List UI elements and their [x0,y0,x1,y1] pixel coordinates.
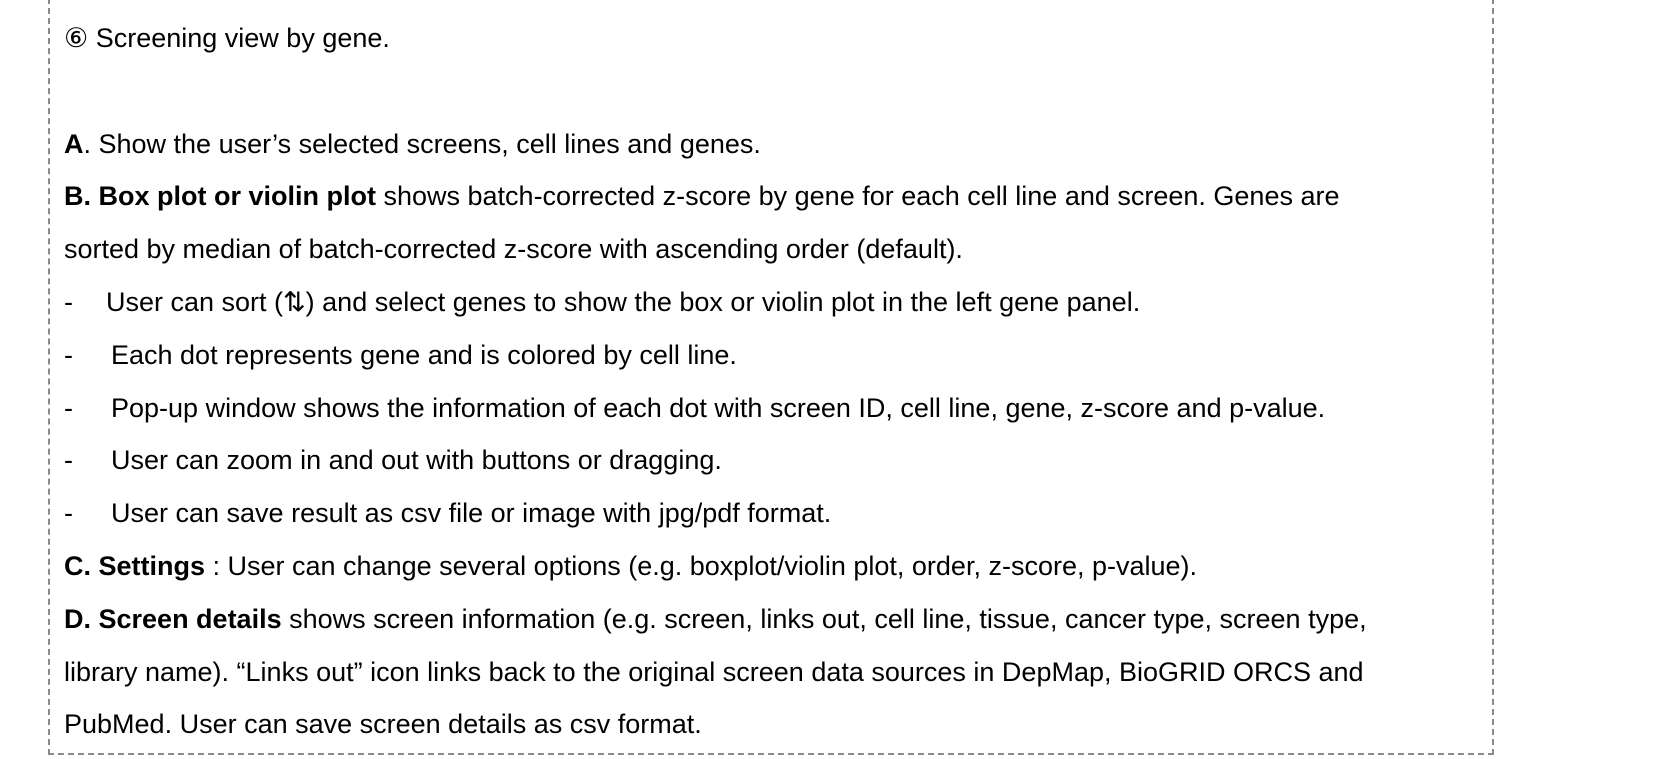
section-c [64,540,1484,593]
section-b-line2: sorted by median of batch-corrected z-score with ascending order (default). [64,234,963,265]
section-a-label: A [64,128,84,159]
bullet-item [64,382,1484,435]
bullet-marker: - [64,445,73,476]
section-a-text: . Show the user’s selected screens, cell lines and genes. [83,128,761,159]
bullet-marker: - [64,286,73,317]
bullet-item [64,276,1484,329]
section-c-label: C. Settings [64,550,206,581]
bullet-marker: - [64,339,73,370]
section-d-line1 [64,593,1484,646]
bullet-item [64,487,1484,540]
bullet-text: User can sort (⇅) and select genes to show the box or violin plot in the left gene panel. [106,286,1141,317]
section-d-label: D. Screen details [64,603,282,634]
description-content [64,12,1484,751]
bullet-text: User can save result as csv file or image with jpg/pdf format. [111,498,832,529]
section-d-line3: PubMed. User can save screen details as csv format. [64,709,702,740]
section-title: ⑥ Screening view by gene. [64,23,390,53]
section-b-label: B. Box plot or violin plot [64,181,376,212]
section-b-line1 [64,170,1484,223]
bullet-text: Each dot represents gene and is colored by cell line. [111,339,737,370]
bullet-text: Pop-up window shows the information of each dot with screen ID, cell line, gene, z-score and p-value. [111,392,1326,423]
section-c-text: : User can change several options (e.g. boxplot/violin plot, order, z-score, p-value). [205,550,1198,581]
bullet-marker: - [64,392,73,423]
section-a [64,118,1484,171]
bullet-text: User can zoom in and out with buttons or dragging. [111,445,722,476]
spacer [64,65,1484,118]
bullet-item [64,434,1484,487]
section-d-line2: library name). “Links out” icon links back to the original screen data sources in DepMap, BioGRID ORCS and [64,656,1364,687]
bullet-item [64,329,1484,382]
bullet-marker: - [64,498,73,529]
section-b-text: shows batch-corrected z-score by gene for each cell line and screen. Genes are [375,181,1340,212]
section-d-text: shows screen information (e.g. screen, links out, cell line, tissue, cancer type, screen type, [281,603,1367,634]
